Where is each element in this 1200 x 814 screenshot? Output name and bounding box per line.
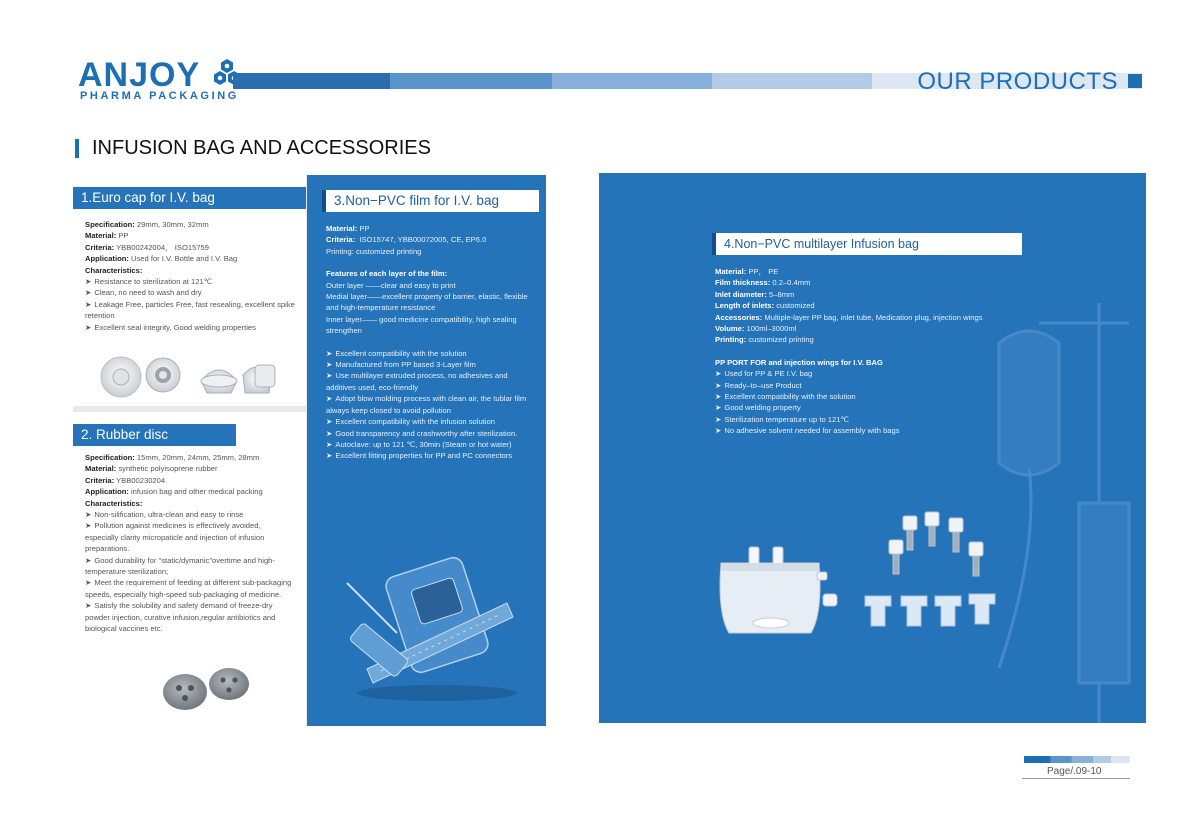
brand-tagline: PHARMA PACKAGING: [80, 90, 239, 102]
feature-item: ➤ Meet the requirement of feeding at different sub-packaging speeds, especially high-speed sub-packaging of medicine.: [85, 577, 293, 600]
characteristics-label: Characteristics:: [85, 265, 143, 275]
printing-label: Printing:: [715, 335, 747, 345]
accessories-value: Multiple-layer PP bag, inlet tube, Medication plug, injection wings: [764, 312, 983, 322]
feature-item: ➤ Good welding property: [715, 402, 985, 413]
feature-item: ➤ Excellent fitting properties for PP and PC connectors: [326, 450, 538, 461]
spec-label: Specification:: [85, 220, 135, 229]
footer-rule: [1022, 778, 1130, 779]
feature-item: ➤ Good transparency and crashworthy after sterilization.: [326, 428, 538, 439]
rubber-disc-image: [159, 664, 259, 712]
product-2-title: 2. Rubber disc: [73, 424, 236, 446]
feature-item: ➤ Adopt blow molding process with clean air, the tublar film always keep closed to avoid pollution: [326, 393, 538, 416]
section-marker: [75, 139, 79, 158]
feature-item: ➤ Good durability for "static/dymanic"overtime and high-temperature sterilization;: [85, 555, 293, 578]
layers-heading: [326, 268, 538, 279]
volume-row: [715, 323, 985, 334]
application-label: Application:: [85, 487, 129, 497]
criteria-label: Criteria:: [326, 235, 356, 245]
material-label: Material:: [85, 231, 117, 241]
product-2-specs: [85, 452, 293, 635]
length-value: customized: [776, 301, 815, 311]
thickness-label: Film thickness:: [715, 278, 771, 288]
product-3-title: 3.Non−PVC film for I.V. bag: [322, 190, 539, 212]
inlet-label: Inlet diameter:: [715, 289, 767, 299]
product-4-panel: [599, 173, 1146, 723]
brand-logo: [78, 58, 242, 92]
header-bar-segment: [712, 73, 872, 89]
feature-item: ➤ Used for PP & PE I.V. bag: [715, 368, 985, 379]
feature-item: ➤ Non-silification, ultra-clean and easy to rinse: [85, 509, 293, 520]
printing-value: customized printing: [748, 335, 814, 345]
material-row: [85, 463, 293, 474]
product-2-panel: [73, 412, 306, 726]
footer-gradient-bar: [1024, 756, 1130, 763]
spec-row: [85, 452, 293, 463]
layers-heading-text: Features of each layer of the film:: [326, 269, 448, 279]
header-square-marker: [1128, 74, 1142, 88]
criteria-row: [85, 475, 293, 486]
spec-label: Specification:: [85, 453, 135, 462]
material-label: Material:: [326, 224, 358, 233]
feature-item: ➤ Resistance to sterilization at 121℃: [85, 276, 295, 287]
criteria-label: Criteria:: [85, 242, 115, 252]
material-row: [715, 266, 985, 277]
layer-item: Outer layer ——clear and easy to print: [326, 280, 456, 290]
brand-logo-text: ANJOY: [78, 56, 200, 94]
feature-item: ➤ No adhesive solvent needed for assembly with bags: [715, 425, 985, 436]
material-label: Material:: [715, 267, 747, 276]
page-number: Page/.09-10: [1047, 766, 1102, 777]
application-value: infusion bag and other medical packing: [131, 487, 263, 497]
criteria-row: [85, 242, 295, 253]
thickness-value: 0.2–0.4mm: [772, 278, 811, 288]
material-value: PP: [359, 224, 370, 233]
feature-item: ➤ Excellent compatibility with the solution: [326, 348, 538, 359]
product-4-specs: [715, 266, 985, 437]
feature-item: ➤ Use multilayer extruded process, no adhesives and additives used, eco-friendly: [326, 370, 538, 393]
header-gradient-bar: [233, 73, 390, 89]
characteristics-label: Characteristics:: [85, 498, 143, 508]
feature-item: ➤ Clean, no need to wash and dry: [85, 287, 295, 298]
inlet-value: 5–8mm: [769, 289, 795, 299]
application-value: Used for I.V. Bottle and I.V. Bag: [131, 254, 238, 264]
spacer: [715, 346, 985, 357]
volume-label: Volume:: [715, 324, 745, 334]
criteria-value: YBB00242004， ISO15759: [116, 242, 209, 252]
characteristics-heading: [85, 265, 295, 276]
layer-item: Medial layer——excellent property of barrier, elastic, flexible and high-temperature resistance: [326, 292, 528, 313]
euro-cap-image: [93, 351, 293, 403]
accessories-row: [715, 312, 985, 323]
feature-item: ➤ Excellent compatibility with the solution: [715, 391, 985, 402]
product-3-panel: [307, 175, 546, 726]
feature-item: ➤ Pollution against medicines is effectively avoided, especially clarity micropaticle and injection of infusion preparations.: [85, 520, 293, 554]
criteria-row: [326, 234, 538, 245]
section-title: INFUSION BAG AND ACCESSORIES: [92, 137, 431, 159]
page-header-title: OUR PRODUCTS: [917, 68, 1118, 95]
feature-item: ➤ Excellent seal integrity, Good welding properties: [85, 322, 295, 333]
spec-value: 15mm, 20mm, 24mm, 25mm, 28mm: [136, 453, 260, 462]
material-value: PP: [118, 231, 129, 241]
characteristics-heading: [85, 498, 293, 509]
product-3-specs: [326, 223, 538, 462]
inlet-row: [715, 289, 985, 300]
criteria-value: ISO15747, YBB00072005, CE, EP6.0: [359, 235, 487, 245]
spacer: [326, 257, 538, 268]
port-heading: [715, 357, 985, 368]
feature-item: ➤ Sterilization temperature up to 121℃: [715, 414, 985, 425]
infusion-bag-image: [715, 543, 825, 639]
port-heading-text: PP PORT FOR and injection wings for I.V. BAG: [715, 357, 883, 367]
material-value: PP， PE: [748, 267, 779, 276]
volume-value: 100ml–3000ml: [746, 324, 797, 334]
length-label: Length of inlets:: [715, 301, 775, 311]
spec-row: [85, 219, 295, 230]
length-row: [715, 300, 985, 311]
spacer: [326, 337, 538, 348]
material-value: synthetic polyisoprene rubber: [118, 464, 218, 474]
feature-item: ➤ Manufactured from PP based 3-Layer film: [326, 359, 538, 370]
accessories-label: Accessories:: [715, 312, 763, 322]
product-1-specs: [85, 219, 295, 333]
header-bar-segment: [390, 73, 552, 89]
feature-item: ➤ Satisfy the solubility and safety demand of freeze-dry powder injection, curative infusion,regular antibiotics and biological vaccines etc.: [85, 600, 293, 634]
application-row: [85, 486, 293, 497]
product-1-title: 1.Euro cap for I.V. bag: [73, 187, 306, 209]
feature-item: ➤ Leakage Free, particles Free, fast resealing, excellent spike retention: [85, 299, 295, 322]
feature-item: ➤ Excellent compatibility with the infusion solution: [326, 416, 538, 427]
application-row: [85, 253, 295, 264]
iv-port-accessories-image: [815, 508, 1005, 633]
printing-row: Printing: customized printing: [326, 246, 422, 256]
layer-item: Inner layer—— good medicine compatibility, high sealing strengthen: [326, 314, 517, 336]
header-bar-segment: [552, 73, 712, 89]
material-row: [326, 223, 538, 234]
spec-value: 29mm, 30mm, 32mm: [136, 220, 209, 229]
feature-item: ➤ Ready–to–use Product: [715, 380, 985, 391]
feature-item: ➤ Autoclave: up to 121 ℃, 30min (Steam or hot water): [326, 439, 538, 450]
application-label: Application:: [85, 254, 129, 264]
product-4-title: 4.Non−PVC multilayer Infusion bag: [712, 233, 1022, 255]
criteria-label: Criteria:: [85, 475, 115, 485]
criteria-value: YBB00230204: [116, 475, 166, 485]
product-1-panel: [73, 175, 306, 406]
material-row: [85, 230, 295, 241]
material-label: Material:: [85, 464, 117, 474]
thickness-row: [715, 277, 985, 288]
medical-film-illustration: [337, 543, 537, 703]
printing-row: [715, 334, 985, 345]
